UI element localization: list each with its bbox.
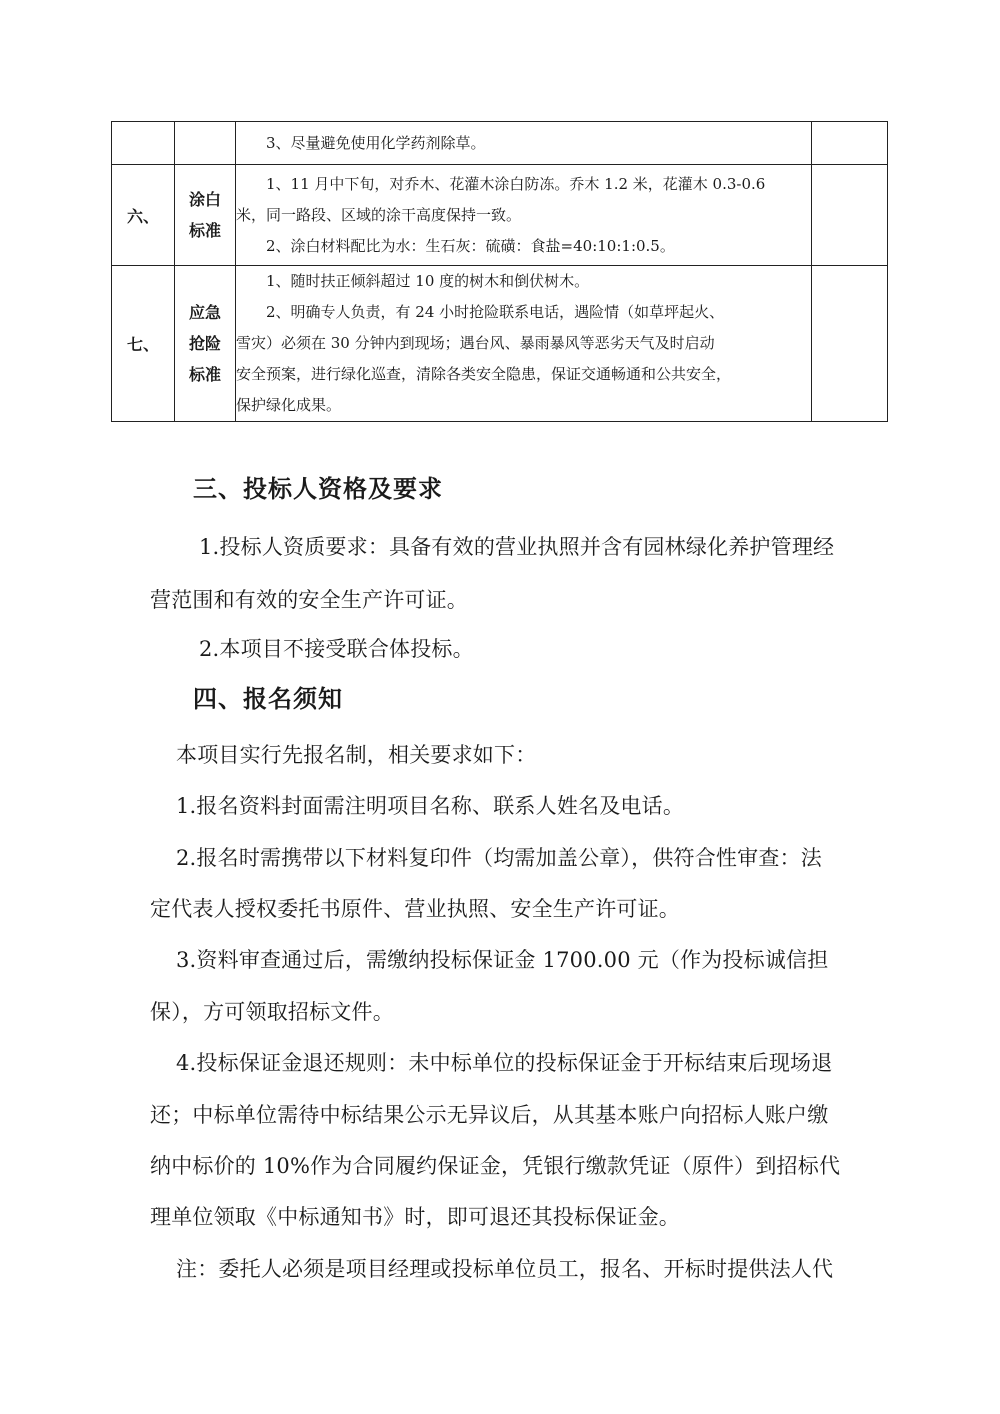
paragraph-line: 2.本项目不接受联合体投标。: [199, 637, 474, 661]
row-content-cell: [236, 122, 812, 165]
row-remark-cell: [812, 165, 888, 266]
table-row: [112, 122, 888, 165]
content-line: 2、涂白材料配比为水：生石灰：硫磺：食盐=40:10:1:0.5。: [266, 236, 675, 255]
row-content-cell: [236, 165, 812, 266]
paragraph-line: 保），方可领取招标文件。: [150, 1000, 394, 1024]
content-line: 安全预案，进行绿化巡查，清除各类安全隐患，保证交通畅通和公共安全，: [236, 365, 732, 383]
category-label: 抢险: [188, 334, 221, 353]
paragraph-line: 1.投标人资质要求：具备有效的营业执照并含有园林绿化养护管理经: [199, 535, 835, 559]
row-category-cell: [175, 122, 236, 165]
category-label: 应急: [188, 303, 221, 322]
table-row: [112, 266, 888, 422]
paragraph-line: 3.资料审查通过后，需缴纳投标保证金 1700.00 元（作为投标诚信担: [176, 948, 829, 972]
section-heading: 四、报名须知: [193, 685, 343, 713]
content-line: 1、随时扶正倾斜超过 10 度的树木和倒伏树木。: [266, 272, 590, 290]
content-line: 3、尽量避免使用化学药剂除草。: [266, 133, 486, 152]
row-category-cell: [175, 165, 236, 266]
paragraph-line: 还；中标单位需待中标结果公示无异议后，从其基本账户向招标人账户缴: [150, 1103, 829, 1127]
standards-table: [111, 121, 888, 422]
content-line: 米，同一路段、区域的涂干高度保持一致。: [236, 205, 522, 224]
content-line: 保护绿化成果。: [236, 396, 342, 414]
category-label: 标准: [188, 221, 221, 240]
content-line: 2、明确专人负责，有 24 小时抢险联系电话，遇险情（如草坪起火、: [266, 303, 725, 321]
paragraph-line: 营范围和有效的安全生产许可证。: [150, 588, 468, 612]
category-label: 涂白: [188, 190, 221, 209]
category-label: 标准: [188, 365, 221, 384]
paragraph-line: 本项目实行先报名制，相关要求如下：: [176, 743, 537, 767]
paragraph-line: 2.报名时需携带以下材料复印件（均需加盖公章），供符合性审查：法: [176, 846, 822, 870]
content-line: 1、11 月中下旬，对乔木、花灌木涂白防冻。乔木 1.2 米，花灌木 0.3-0.6: [266, 174, 766, 193]
paragraph-line: 理单位领取《中标通知书》时，即可退还其投标保证金。: [150, 1205, 680, 1229]
section-heading: 三、投标人资格及要求: [193, 475, 443, 503]
row-category-cell: [175, 266, 236, 422]
content-line: 雪灾）必须在 30 分钟内到现场；遇台风、暴雨暴风等恶劣天气及时启动: [236, 334, 715, 352]
row-number-cell: 六、: [112, 165, 175, 266]
table-row: [112, 165, 888, 266]
paragraph-line: 1.报名资料封面需注明项目名称、联系人姓名及电话。: [176, 794, 685, 818]
paragraph-line: 注：委托人必须是项目经理或投标单位员工，报名、开标时提供法人代: [176, 1257, 834, 1281]
paragraph-line: 纳中标价的 10%作为合同履约保证金，凭银行缴款凭证（原件）到招标代: [150, 1154, 841, 1178]
row-content-cell: [236, 266, 812, 422]
row-remark-cell: [812, 266, 888, 422]
paragraph-line: 定代表人授权委托书原件、营业执照、安全生产许可证。: [150, 897, 680, 921]
row-remark-cell: [812, 122, 888, 165]
row-number-cell: 七、: [112, 266, 175, 422]
row-number-cell: [112, 122, 175, 165]
paragraph-line: 4.投标保证金退还规则：未中标单位的投标保证金于开标结束后现场退: [176, 1051, 833, 1075]
